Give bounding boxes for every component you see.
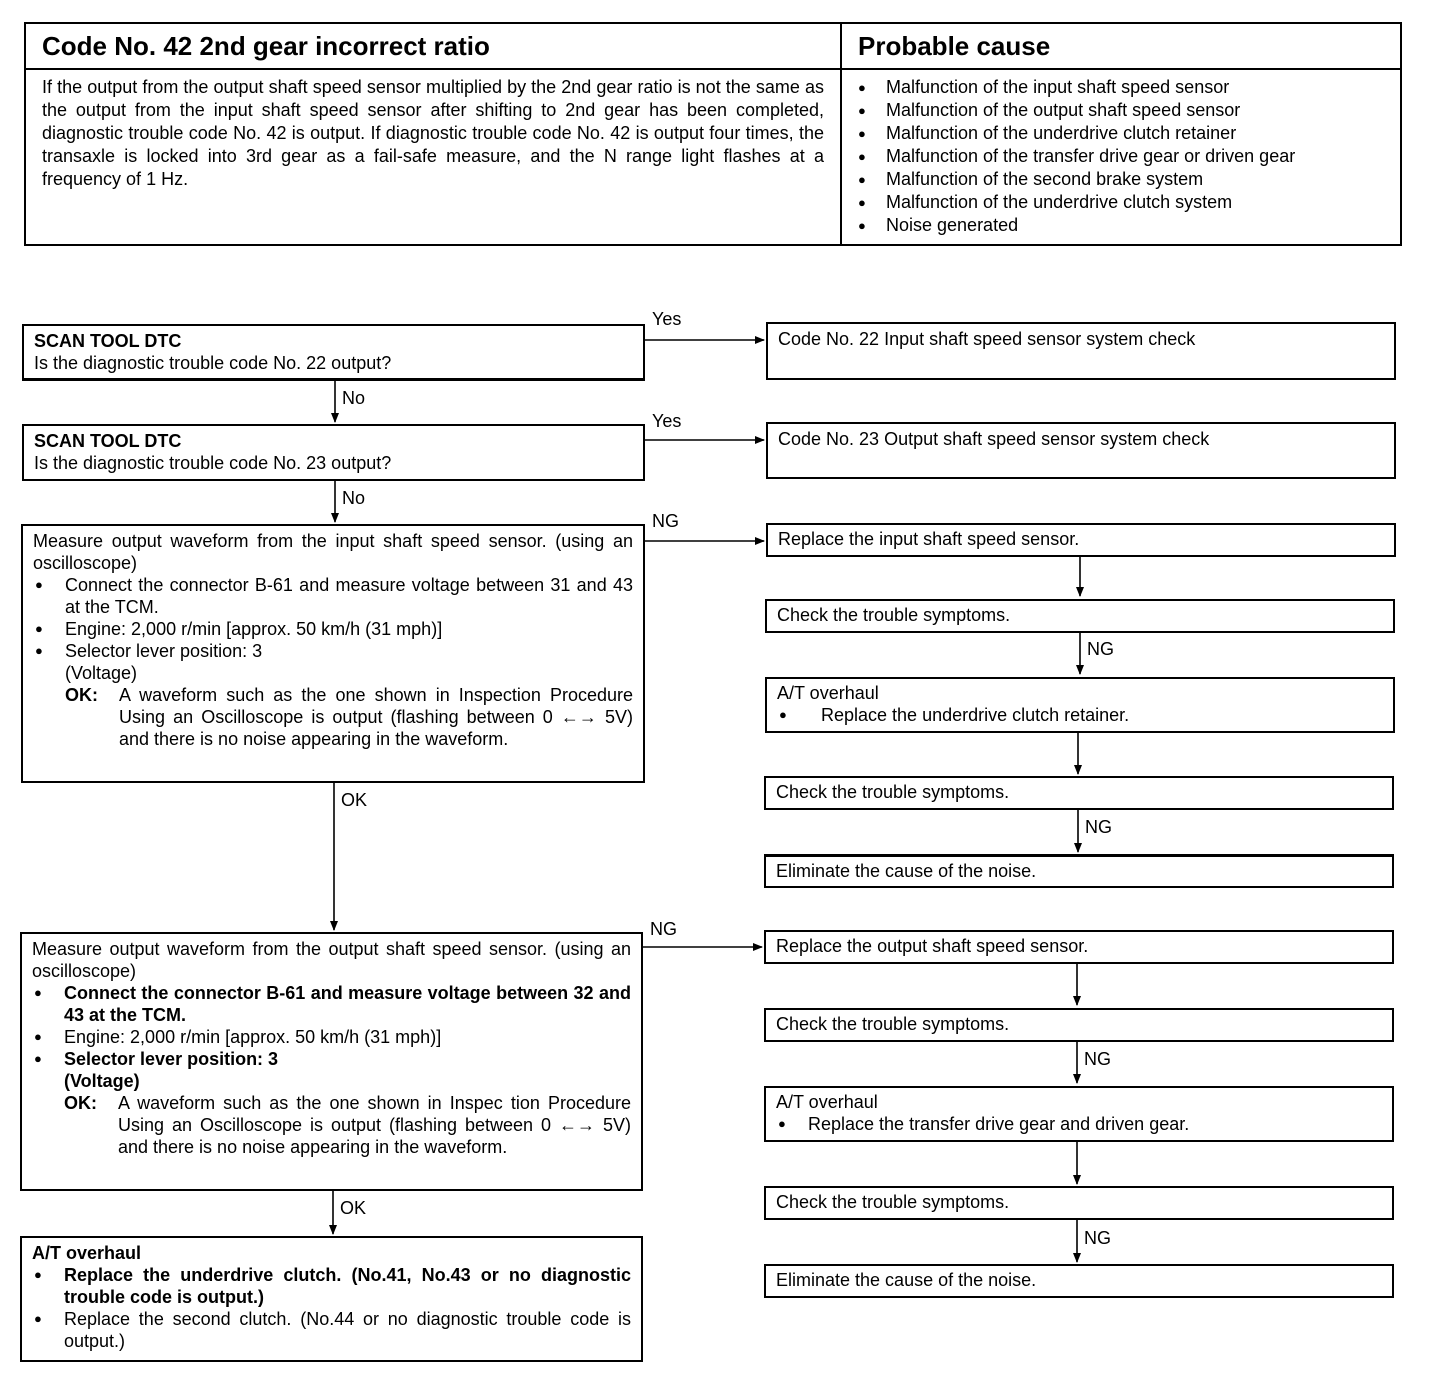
action-item: ● Replace the underdrive clutch retainer. xyxy=(777,704,1383,726)
cause-item: ● Malfunction of the second brake system xyxy=(856,168,1384,191)
action-item: ● Replace the second clutch. (No.44 or no diagnostic trouble code is output.) xyxy=(32,1308,631,1352)
cause-item: ● Noise generated xyxy=(856,214,1384,237)
step-question: Is the diagnostic trouble code No. 22 output? xyxy=(34,353,392,373)
condition-item: ● Selector lever position: 3 xyxy=(32,1048,631,1070)
label-ng: NG xyxy=(1084,1228,1111,1248)
action-replace-output-sensor: Replace the output shaft speed sensor. xyxy=(764,930,1394,964)
condition-item: ● Engine: 2,000 r/min [approx. 50 km/h (31 mph)] xyxy=(33,618,633,640)
label-ok: OK xyxy=(340,1198,367,1218)
step-check-dtc-22 xyxy=(22,324,645,381)
label-ok: OK xyxy=(341,790,368,810)
action-item: ● Replace the transfer drive gear and driven gear. xyxy=(776,1113,1382,1135)
step-check-dtc-23 xyxy=(22,424,645,481)
step-question: Is the diagnostic trouble code No. 23 output? xyxy=(34,453,392,473)
step-intro: Measure output waveform from the output shaft speed sensor. (using an oscilloscope) xyxy=(32,939,631,981)
step-conditions xyxy=(33,574,633,662)
action-at-overhaul-transfer-gear xyxy=(764,1086,1394,1142)
condition-item: ● Connect the connector B-61 and measure voltage between 32 and 43 at the TCM. xyxy=(32,982,631,1026)
action-check-symptoms: Check the trouble symptoms. xyxy=(764,1008,1394,1042)
action-check-symptoms: Check the trouble symptoms. xyxy=(764,776,1394,810)
action-item: ● Replace the underdrive clutch. (No.41, No.43 or no diagnostic trouble code is output.) xyxy=(32,1264,631,1308)
step-actions xyxy=(32,1264,631,1352)
label-ng: NG xyxy=(1087,639,1114,659)
step-title: A/T overhaul xyxy=(32,1243,142,1263)
ok-key: OK: xyxy=(64,1093,97,1113)
label-ng: NG xyxy=(1085,817,1112,837)
action-at-overhaul-retainer xyxy=(765,677,1395,733)
ok-key: OK: xyxy=(65,685,98,705)
ok-text: A waveform such as the one shown in Inspection Procedure Using an Oscilloscope is output (flashing between 0 ←→ 5V) and there is no noise appearing in the waveform. xyxy=(119,685,633,749)
ok-criteria xyxy=(32,1092,631,1158)
action-eliminate-noise: Eliminate the cause of the noise. xyxy=(764,1264,1394,1298)
step-title: A/T overhaul xyxy=(776,1092,878,1112)
cause-item: ● Malfunction of the transfer drive gear or driven gear xyxy=(856,145,1384,168)
code-title: Code No. 42 2nd gear incorrect ratio xyxy=(26,24,840,70)
step-title: SCAN TOOL DTC xyxy=(34,431,182,451)
voltage-label: (Voltage) xyxy=(64,1071,140,1091)
label-yes: Yes xyxy=(652,309,682,329)
cause-item: ● Malfunction of the underdrive clutch system xyxy=(856,191,1384,214)
cause-item: ● Malfunction of the input shaft speed sensor xyxy=(856,76,1384,99)
label-ng: NG xyxy=(650,919,677,939)
condition-item: ● Selector lever position: 3 xyxy=(33,640,633,662)
step-intro: Measure output waveform from the input shaft speed sensor. (using an oscilloscope) xyxy=(33,531,633,573)
step-conditions xyxy=(32,982,631,1070)
action-check-symptoms: Check the trouble symptoms. xyxy=(765,599,1395,633)
label-ng: NG xyxy=(652,511,679,531)
result-dtc-22-check: Code No. 22 Input shaft speed sensor system check xyxy=(766,322,1396,380)
condition-item: ● Connect the connector B-61 and measure voltage between 31 and 43 at the TCM. xyxy=(33,574,633,618)
action-eliminate-noise: Eliminate the cause of the noise. xyxy=(764,854,1394,888)
probable-cause-title: Probable cause xyxy=(842,24,1400,70)
action-replace-input-sensor: Replace the input shaft speed sensor. xyxy=(766,523,1396,557)
ok-criteria xyxy=(33,684,633,750)
step-measure-input-shaft-waveform xyxy=(21,524,645,783)
cause-item: ● Malfunction of the underdrive clutch retainer xyxy=(856,122,1384,145)
condition-item: ● Engine: 2,000 r/min [approx. 50 km/h (31 mph)] xyxy=(32,1026,631,1048)
code-description: If the output from the output shaft speed sensor multiplied by the 2nd gear ratio is not the same as the output from the input shaft speed sensor after shifting to 2nd gear has been completed, diagnostic trouble code No. 42 is output. If diagnostic trouble code No. 42 is output four times, the transaxle is locked into 3rd gear as a fail-safe measure, and the N range light flashes at a frequency of 1 Hz. xyxy=(42,77,824,189)
label-ng: NG xyxy=(1084,1049,1111,1069)
voltage-label: (Voltage) xyxy=(65,663,138,683)
cause-item: ● Malfunction of the output shaft speed sensor xyxy=(856,99,1384,122)
step-title: SCAN TOOL DTC xyxy=(34,331,182,351)
label-no: No xyxy=(342,388,366,408)
step-title: A/T overhaul xyxy=(777,683,879,703)
label-no: No xyxy=(342,488,366,508)
step-measure-output-shaft-waveform xyxy=(20,932,643,1191)
label-yes: Yes xyxy=(652,411,682,431)
step-at-overhaul-clutches xyxy=(20,1236,643,1362)
ok-text: A waveform such as the one shown in Inspec tion Procedure Using an Oscilloscope is output (flashing between 0 ←→ 5V) and there is no noise appearing in the waveform. xyxy=(118,1093,631,1157)
action-check-symptoms: Check the trouble symptoms. xyxy=(764,1186,1394,1220)
result-dtc-23-check: Code No. 23 Output shaft speed sensor system check xyxy=(766,422,1396,479)
